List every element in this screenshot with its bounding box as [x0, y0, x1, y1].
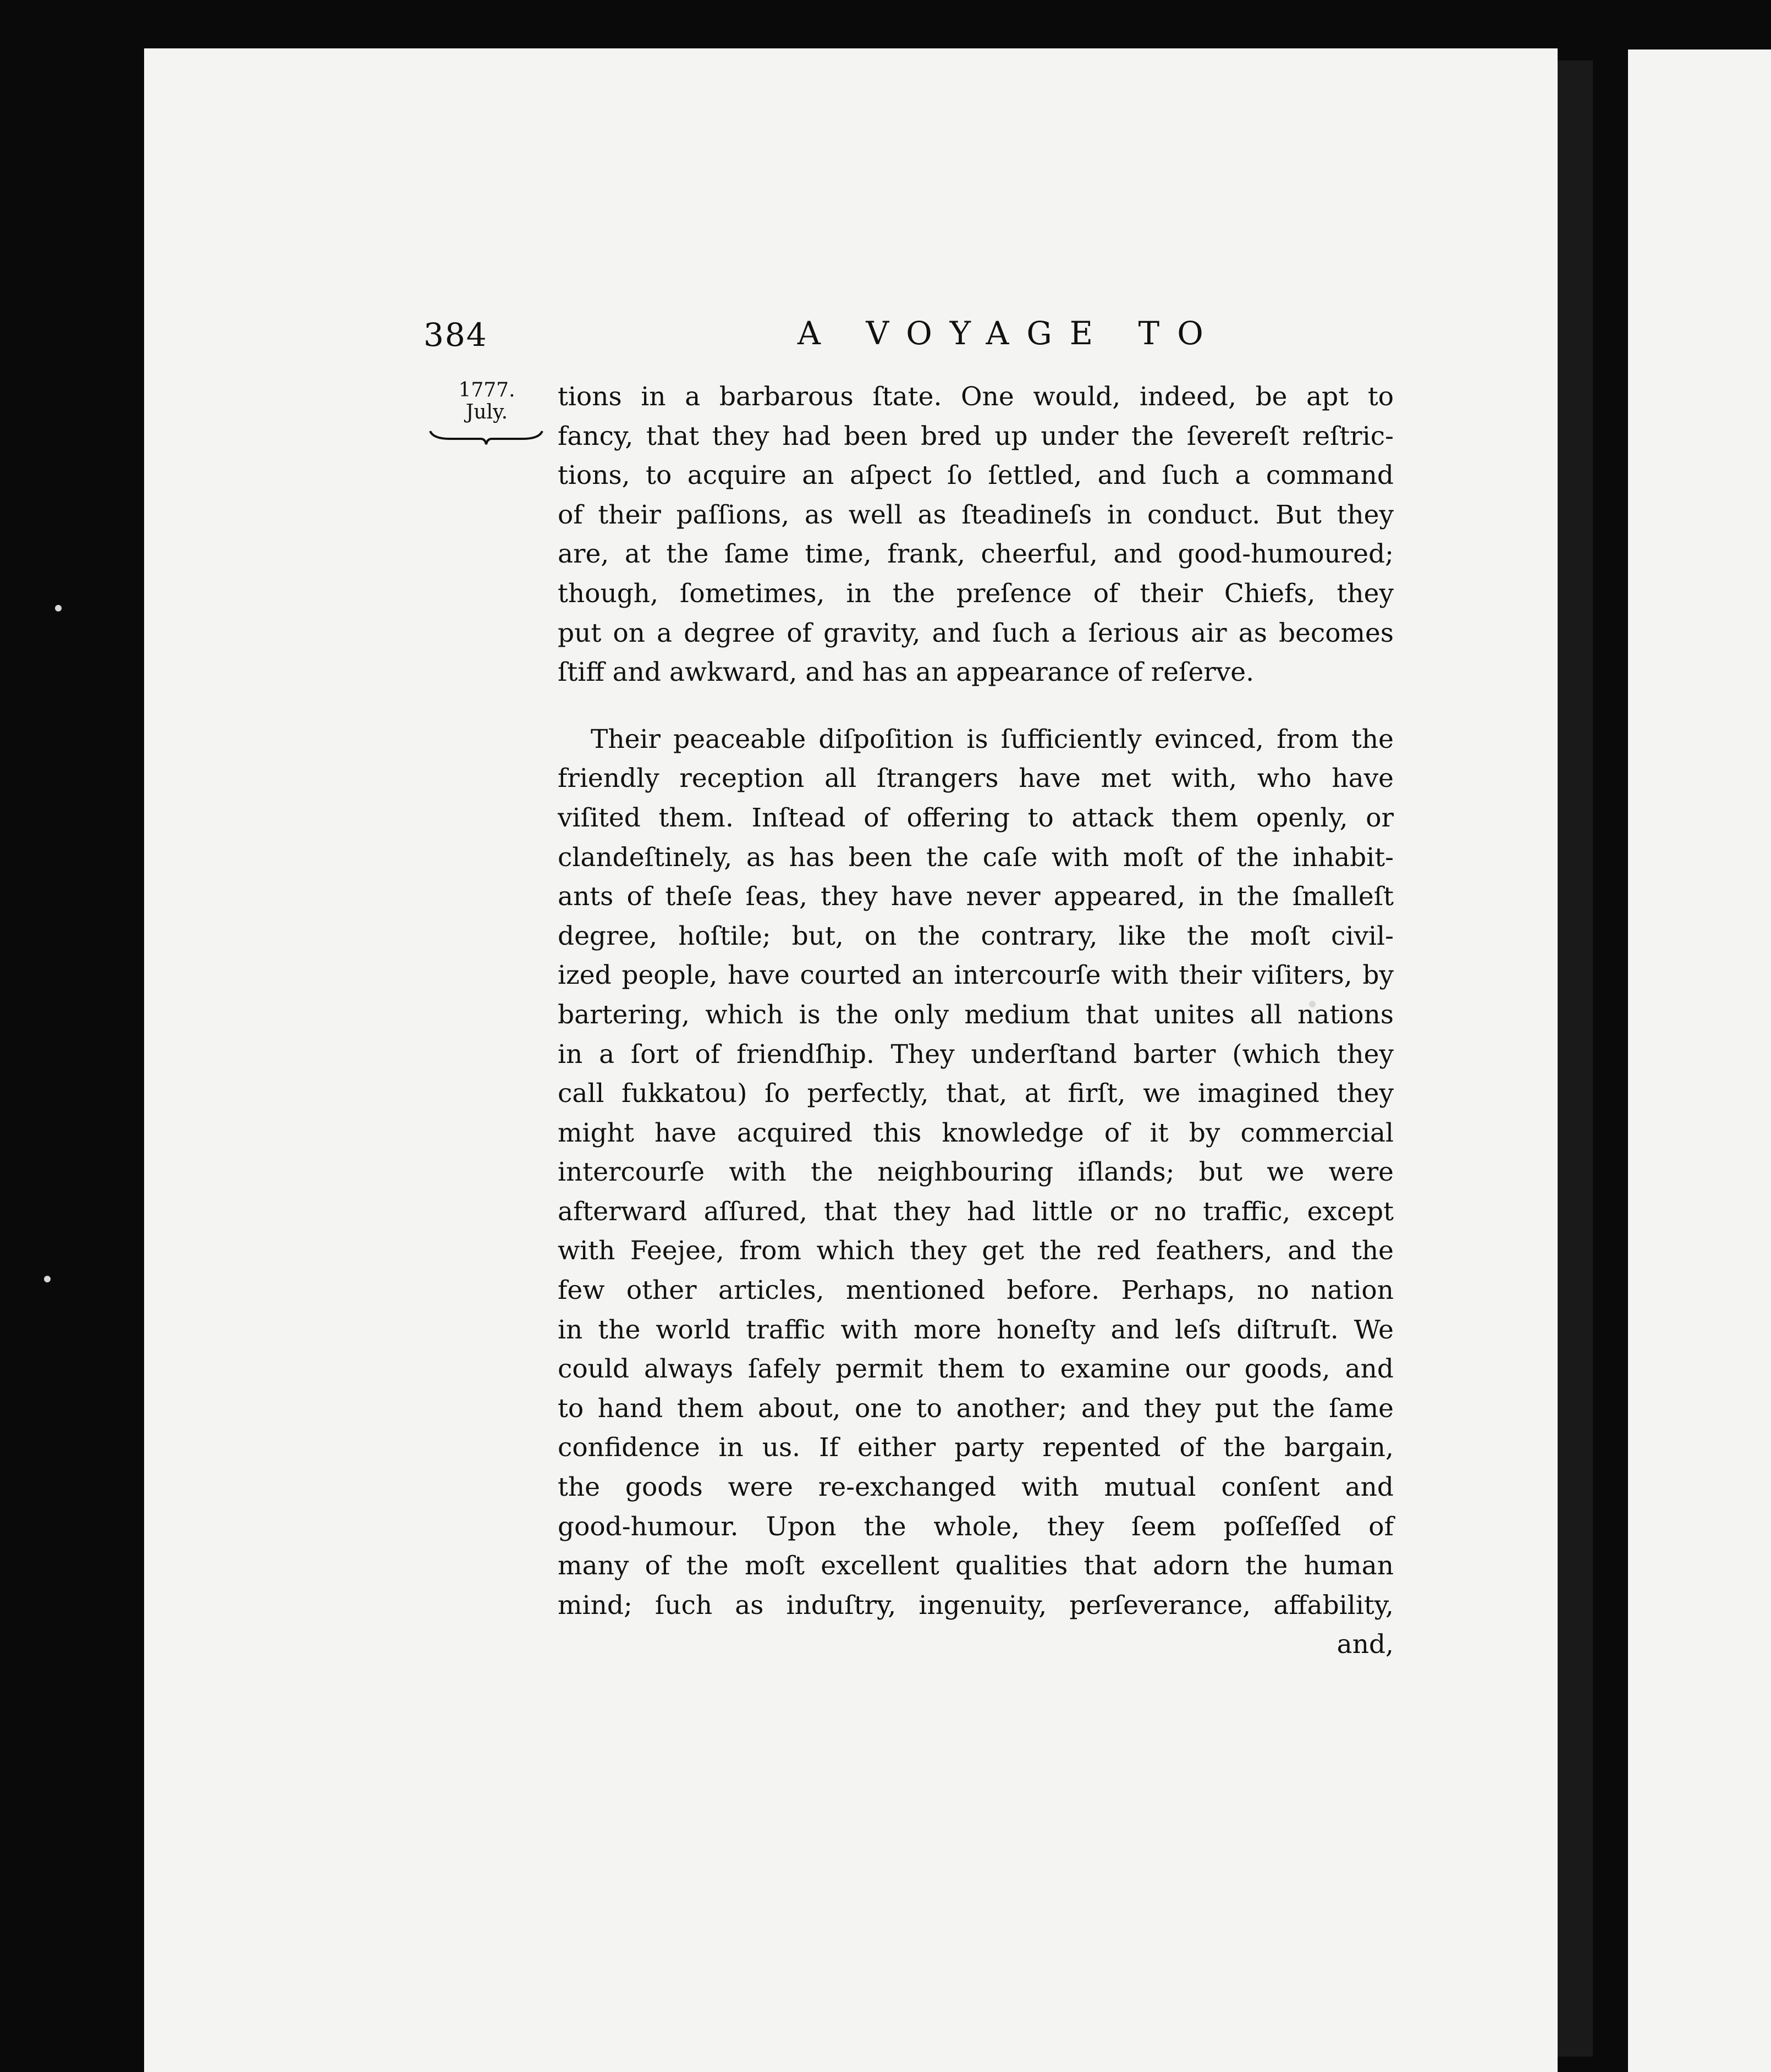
text-line: few other articles, mentioned before. Perhaps, no nation [558, 1275, 1394, 1306]
page-gutter-shadow [1558, 60, 1593, 2057]
text-line: in the world traffic with more honeſty and leſs diſtruſt. We [558, 1314, 1394, 1345]
text-line: might have acquired this knowledge of it by commercial [558, 1117, 1394, 1148]
text-line: tions in a barbarous ſtate. One would, indeed, be apt to [558, 382, 1394, 412]
text-line: to hand them about, one to another; and they put the ſame [558, 1393, 1394, 1424]
margin-date-note [429, 379, 544, 423]
text-line: bartering, which is the only medium that unites all nations [558, 999, 1394, 1030]
text-line: though, ſometimes, in the preſence of their Chiefs, they [558, 578, 1394, 609]
margin-note-month: July. [465, 401, 508, 423]
text-line: clandeſtinely, as has been the caſe with moſt of the inhabit- [558, 842, 1394, 873]
page-number: 384 [424, 316, 488, 354]
text-line: of their paſſions, as well as ſteadineſs in conduct. But they [558, 499, 1394, 530]
paragraph-2 [558, 720, 1394, 1665]
text-line: put on a degree of gravity, and ſuch a ſerious air as becomes [558, 618, 1394, 648]
text-line: many of the moſt excellent qualities that adorn the human [558, 1551, 1394, 1581]
text-line: tions, to acquire an aſpect ſo ſettled, and ſuch a command [558, 460, 1394, 491]
paragraph-spacer [558, 692, 1394, 720]
text-line: degree, hoſtile; but, on the contrary, like the moſt civil- [558, 921, 1394, 951]
text-line: fancy, that they had been bred up under the ſevereſt reſtric- [558, 421, 1394, 451]
paragraph-1 [558, 377, 1394, 692]
margin-note-year: 1777. [458, 379, 515, 401]
dust-speck [55, 605, 62, 611]
text-line: with Feejee, from which they get the red feathers, and the [558, 1236, 1394, 1266]
running-head: A VOYAGE TO [798, 315, 1221, 352]
text-line: mind; ſuch as induſtry, ingenuity, perſeverance, affability, [558, 1590, 1394, 1621]
text-line: ized people, have courted an intercourſe with their viſiters, by [558, 960, 1394, 991]
catchword: and, [1336, 1629, 1394, 1660]
text-line: ants of theſe ſeas, they have never appeared, in the ſmalleſt [558, 881, 1394, 912]
text-line: the goods were re-exchanged with mutual conſent and [558, 1472, 1394, 1503]
dust-speck [44, 1276, 51, 1282]
text-line: ſtiff and awkward, and has an appearance of reſerve. [558, 657, 1255, 688]
text-line: afterward aſſured, that they had little or no traffic, except [558, 1196, 1394, 1227]
text-line: viſited them. Inſtead of offering to attack them openly, or [558, 802, 1394, 833]
text-line: call fukkatou) ſo perfectly, that, at firſt, we imagined they [558, 1078, 1394, 1109]
text-line: could always ſafely permit them to examine our goods, and [558, 1354, 1394, 1385]
body-text [558, 377, 1394, 1665]
text-line: friendly reception all ſtrangers have met with, who have [558, 763, 1394, 794]
text-line: Their peaceable diſpoſition is ſufficiently evinced, from the [591, 724, 1394, 754]
text-line: intercourſe with the neighbouring iſlands; but we were [558, 1157, 1394, 1188]
text-line: in a ſort of friendſhip. They underſtand barter (which they [558, 1039, 1394, 1070]
facing-page-edge [1628, 49, 1771, 2072]
text-line: are, at the ſame time, frank, cheerful, and good-humoured; [558, 539, 1394, 570]
margin-brace-icon [428, 429, 544, 445]
text-line: confidence in us. If either party repented of the bargain, [558, 1432, 1394, 1463]
text-line: good-humour. Upon the whole, they ſeem poſſeſſed of [558, 1511, 1394, 1542]
